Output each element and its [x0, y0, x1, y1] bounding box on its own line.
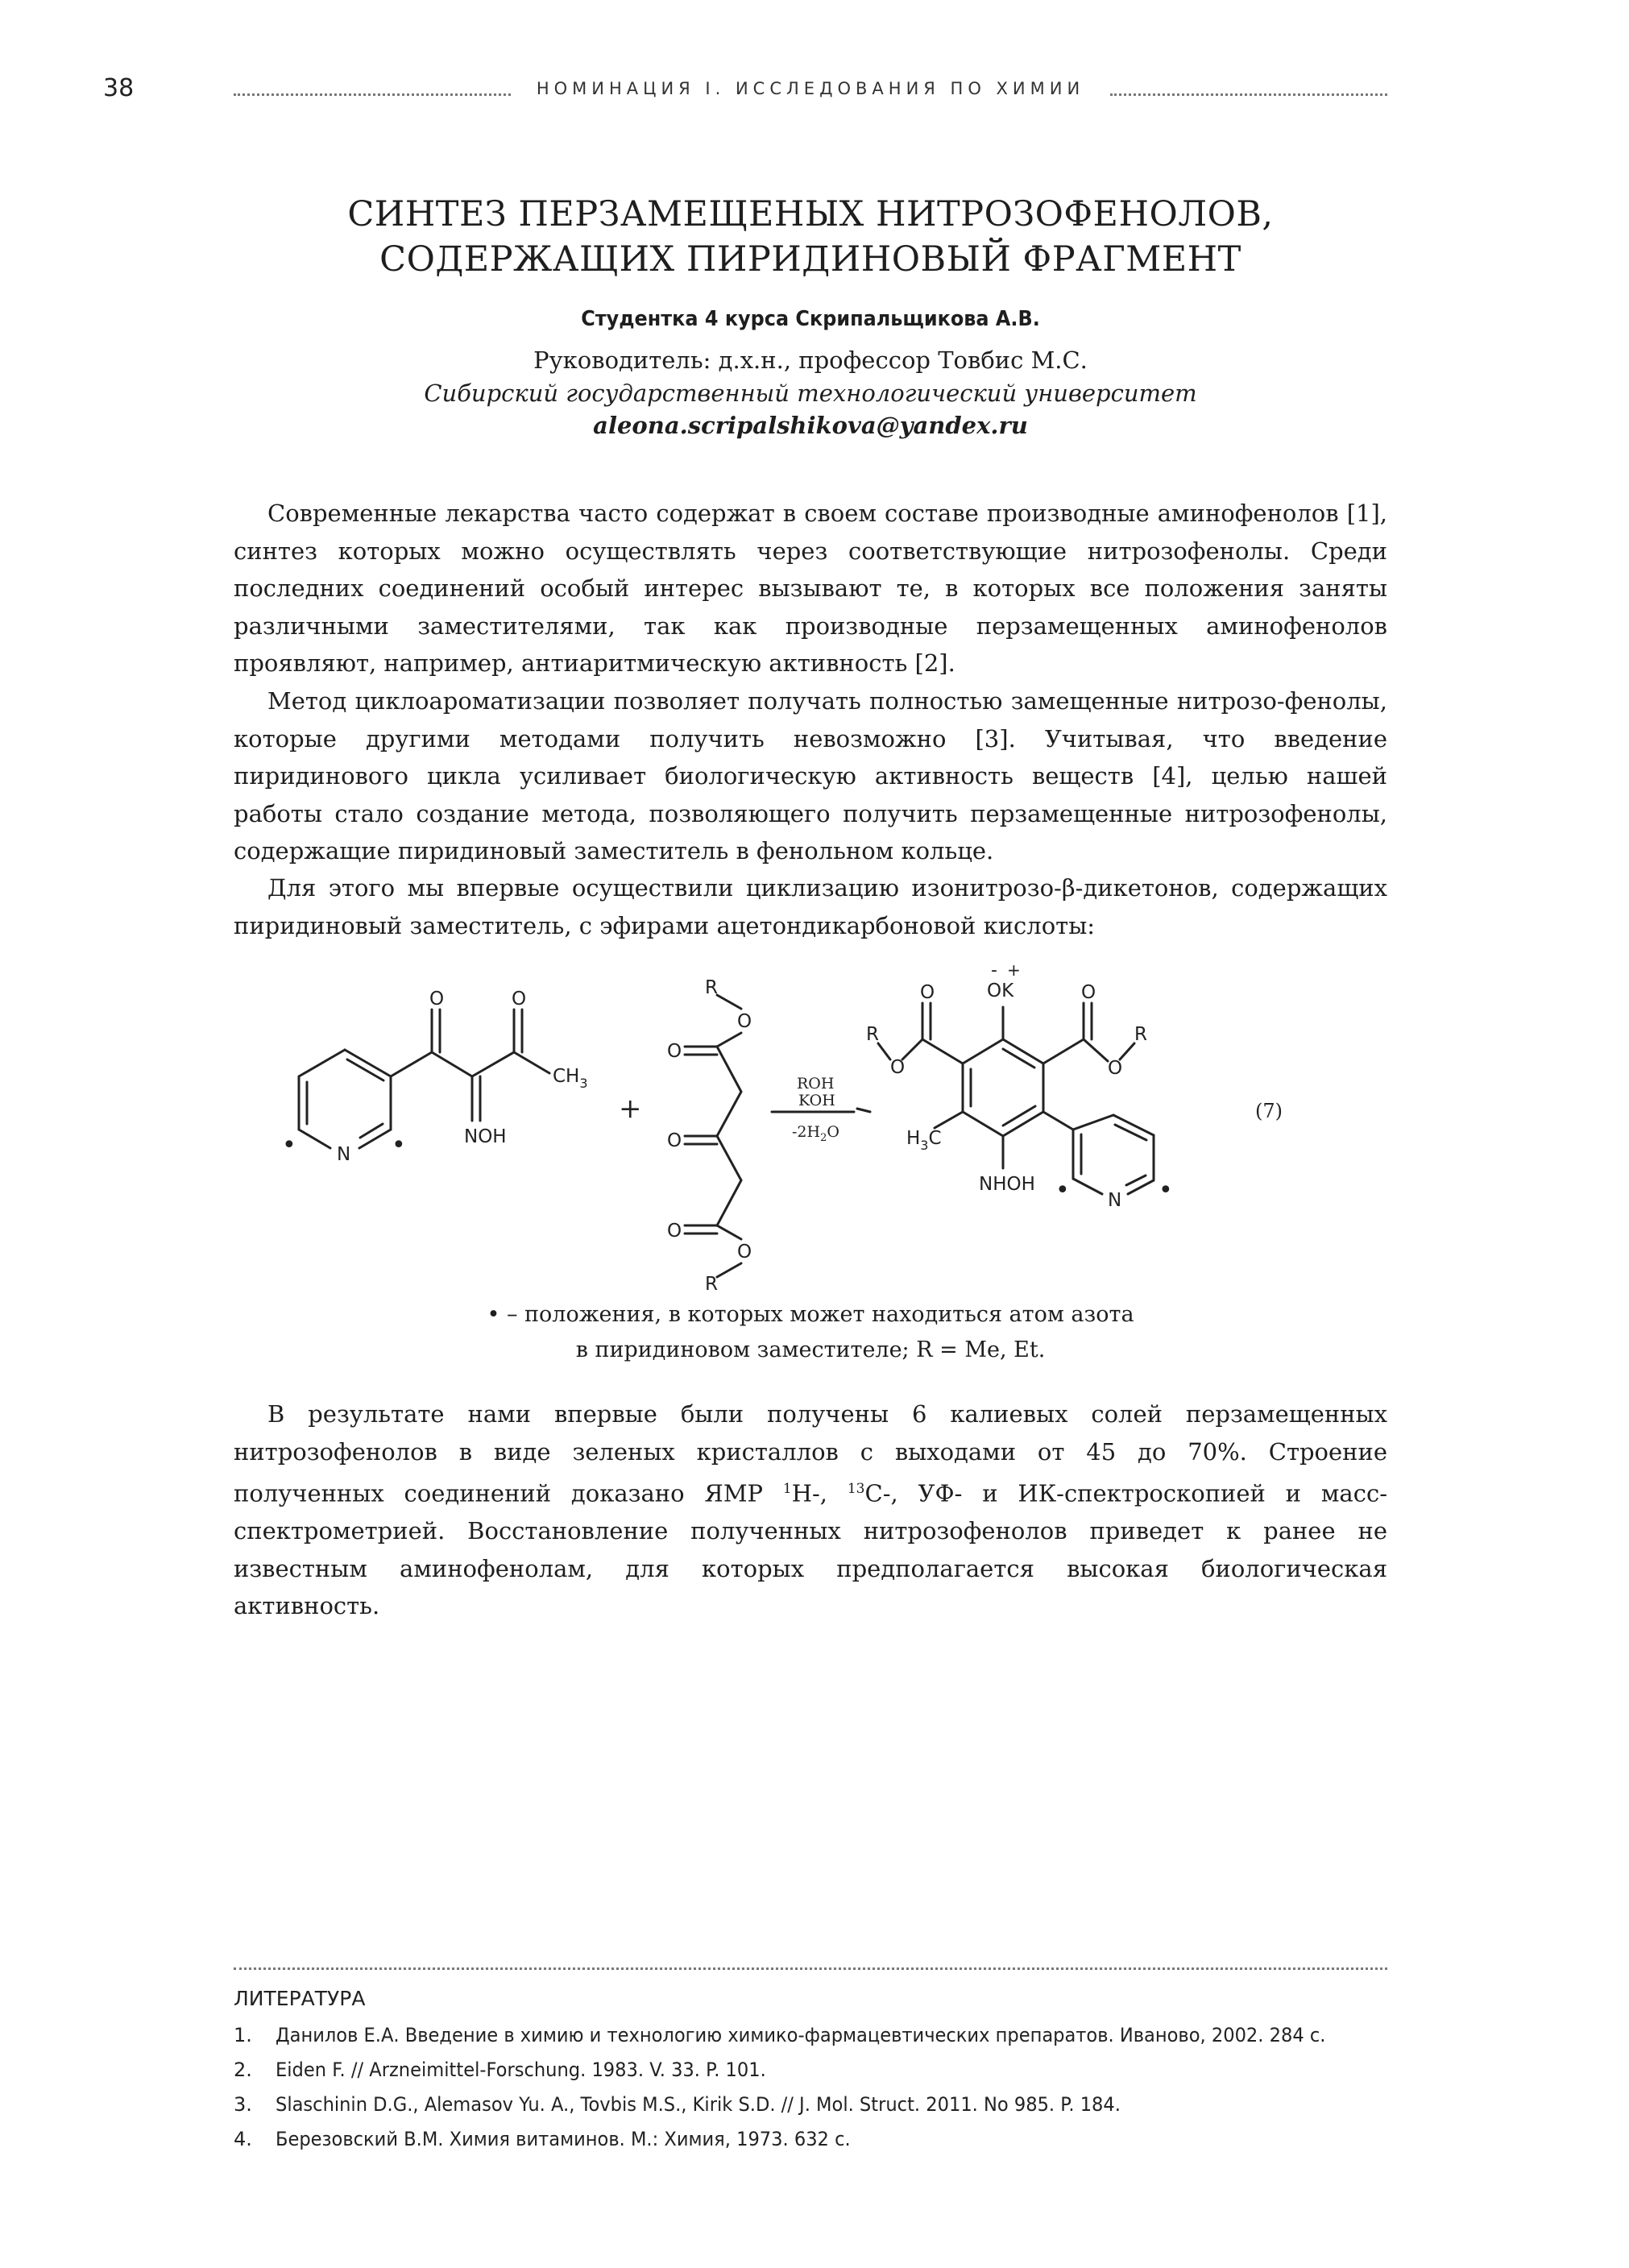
scheme-bond [472, 1052, 514, 1076]
reagent-water: $-2H_2O$ [792, 1123, 839, 1144]
scheme-bond [1126, 1175, 1146, 1185]
scheme-label-noh: NOH [464, 1126, 507, 1147]
author: Студентка 4 курса Скрипальщикова А.В. [581, 307, 1040, 331]
scheme-bond [717, 1033, 741, 1047]
reagent-koh: KOH [798, 1092, 835, 1109]
paragraph-1: Современные лекарства часто содержат в своем составе производные аминофенолов [1], синтез которых можно осуществлять через соответствующие нитрозофенолы. Среди последних соединений особый интерес вызывают те, в которых все положения заняты различными заместителями, так как производные перзамещенных аминофенолов проявляют, например, антиаритмическую активность [2]. [234, 500, 1387, 677]
scheme-label-r: R [705, 977, 718, 998]
scheme-bullet: • [1159, 1176, 1173, 1204]
scheme-bond [1043, 1112, 1073, 1130]
scheme-label-n: N [1108, 1190, 1122, 1211]
running-head [234, 73, 1387, 105]
scheme-bond [1043, 1039, 1084, 1064]
scheme-bond [717, 1047, 741, 1092]
running-head-text: НОМИНАЦИЯ I. ИССЛЕДОВАНИЯ ПО ХИМИИ [536, 79, 1085, 98]
caption-line-2: в пиридиновом заместителе; R = Me, Et. [575, 1337, 1046, 1362]
scheme-bond [514, 1052, 549, 1073]
scheme-label-o: O [1108, 1058, 1123, 1079]
scheme-label-o: O [667, 1130, 682, 1151]
references-divider [234, 1967, 1387, 1970]
scheme-label-o: O [737, 1242, 752, 1263]
author-email: aleona.scripalshikova@yandex.ru [593, 412, 1028, 439]
scheme-label-o: O [737, 1011, 752, 1032]
university: Сибирский государственный технологический университет [424, 379, 1197, 407]
references-title: ЛИТЕРАТУРА [234, 1987, 366, 2010]
paragraph-3: Для этого мы впервые осуществили циклизацию изонитрозо-β-дикетонов, содержащих пиридиновый заместитель, с эфирами ацетондикарбоновой кислоты: [234, 874, 1387, 939]
scheme-label-o: O [890, 1057, 906, 1078]
paragraph-2: Метод циклоароматизации позволяет получать полностью замещенные нитрозо-фенолы, которые другими методами получить невозможно [3]. Учитывая, что введение пиридинового цикла усиливает биологическую активность веществ [4], целью нашей работы стало создание метода, позволяющего получить перзамещенные нитрозофенолы, содержащие пиридиновый заместитель в фенольном кольце. [234, 687, 1387, 864]
scheme-bond [717, 1180, 741, 1225]
scheme-label-o: O [1081, 982, 1096, 1003]
scheme-caption [234, 1297, 1387, 1368]
article-title [234, 192, 1387, 282]
scheme-label-r: R [1134, 1024, 1147, 1045]
scheme-bond [1115, 1125, 1146, 1140]
scheme-bond [1003, 1049, 1034, 1068]
scheme-plus: + [619, 1093, 642, 1125]
scheme-label-o: O [512, 989, 527, 1010]
reference-item: 3. Slaschinin D.G., Alemasov Yu. A., Tovbis M.S., Kirik S.D. // J. Mol. Struct. 2011. No 985. P. 184. [234, 2093, 1121, 2116]
references-list [234, 2018, 1387, 2157]
scheme-bond [1073, 1179, 1102, 1194]
scheme-bond [1120, 1043, 1134, 1059]
page-number: 38 [103, 74, 135, 102]
scheme-charge-minus: - [991, 963, 997, 981]
paragraph-4: В результате нами впервые были получены 6 калиевых солей перзамещенных нитрозофенолов в виде зеленых кристаллов с выходами от 45 до 70%. Строение полученных соединений доказано ЯМР $^1$H-, $^{13}$C-, УФ- и ИК-спектроскопией и масс-спектрометрией. Восстановление полученных нитрозофенолов приведет к ранее не известным аминофенолам, для которых предполагается высокая биологическая активность. [234, 1400, 1387, 1620]
supervisor: Руководитель: д.х.н., профессор Товбис М.С. [533, 346, 1088, 374]
scheme-bond [902, 1039, 922, 1059]
scheme-label-o: O [667, 1041, 682, 1062]
scheme-bullet: • [282, 1131, 296, 1159]
reaction-scheme [234, 963, 1387, 1293]
scheme-bullet: • [1055, 1176, 1070, 1204]
scheme-bond [717, 1263, 741, 1277]
scheme-bond [391, 1052, 432, 1076]
scheme-label-h3c: $H_3C$ [906, 1128, 942, 1153]
scheme-label-o: O [920, 982, 935, 1003]
scheme-charge-plus: + [1007, 963, 1021, 980]
scheme-bond [878, 1043, 890, 1059]
scheme-bond [963, 1112, 1003, 1136]
scheme-label-ok: OK [987, 981, 1014, 1001]
reagent-roh: ROH [797, 1075, 835, 1093]
scheme-bond [432, 1052, 472, 1076]
scheme-bond [359, 1130, 391, 1148]
scheme-label-ch3: $CH_3$ [553, 1066, 588, 1091]
reference-item: 1. Данилов Е.А. Введение в химию и технологию химико-фармацевтических препаратов. Иваново, 2002. 284 с. [234, 2024, 1326, 2046]
title-line-2: СОДЕРЖАЩИХ ПИРИДИНОВЫЙ ФРАГМЕНТ [379, 239, 1241, 280]
scheme-bond [717, 1225, 741, 1239]
equation-number: (7) [1255, 1100, 1283, 1122]
scheme-label-o: O [429, 989, 445, 1010]
scheme-bond [963, 1039, 1003, 1064]
scheme-bond [299, 1130, 330, 1148]
reference-item: 4. Березовский В.М. Химия витаминов. М.: Химия, 1973. 632 с. [234, 2128, 851, 2150]
scheme-bond [1113, 1115, 1154, 1135]
scheme-bond [935, 1112, 963, 1128]
scheme-bond [1073, 1115, 1113, 1130]
scheme-bond [717, 995, 741, 1009]
scheme-label-n: N [337, 1144, 351, 1165]
running-head-dots-left [234, 93, 511, 96]
scheme-label-r: R [705, 1274, 718, 1293]
scheme-bond [717, 1136, 741, 1180]
scheme-bond [299, 1050, 345, 1076]
scheme-bond [1003, 1106, 1035, 1126]
reaction-arrow [857, 1109, 870, 1112]
scheme-label-nhoh: NHOH [979, 1174, 1035, 1195]
scheme-label-o: O [667, 1221, 682, 1242]
title-line-1: СИНТЕЗ ПЕРЗАМЕЩЕНЫХ НИТРОЗОФЕНОЛОВ, [347, 194, 1274, 234]
scheme-bond [1084, 1039, 1108, 1061]
scheme-bond [1003, 1112, 1043, 1136]
scheme-bond [717, 1092, 741, 1136]
reference-item: 2. Eiden F. // Arzneimittel-Forschung. 1983. V. 33. P. 101. [234, 2059, 766, 2081]
caption-line-1: • – положения, в которых может находиться атом азота [487, 1302, 1134, 1327]
scheme-bond [922, 1039, 963, 1064]
running-head-dots-right [1110, 93, 1387, 96]
scheme-bullet: • [392, 1131, 406, 1159]
scheme-label-r: R [866, 1024, 879, 1045]
